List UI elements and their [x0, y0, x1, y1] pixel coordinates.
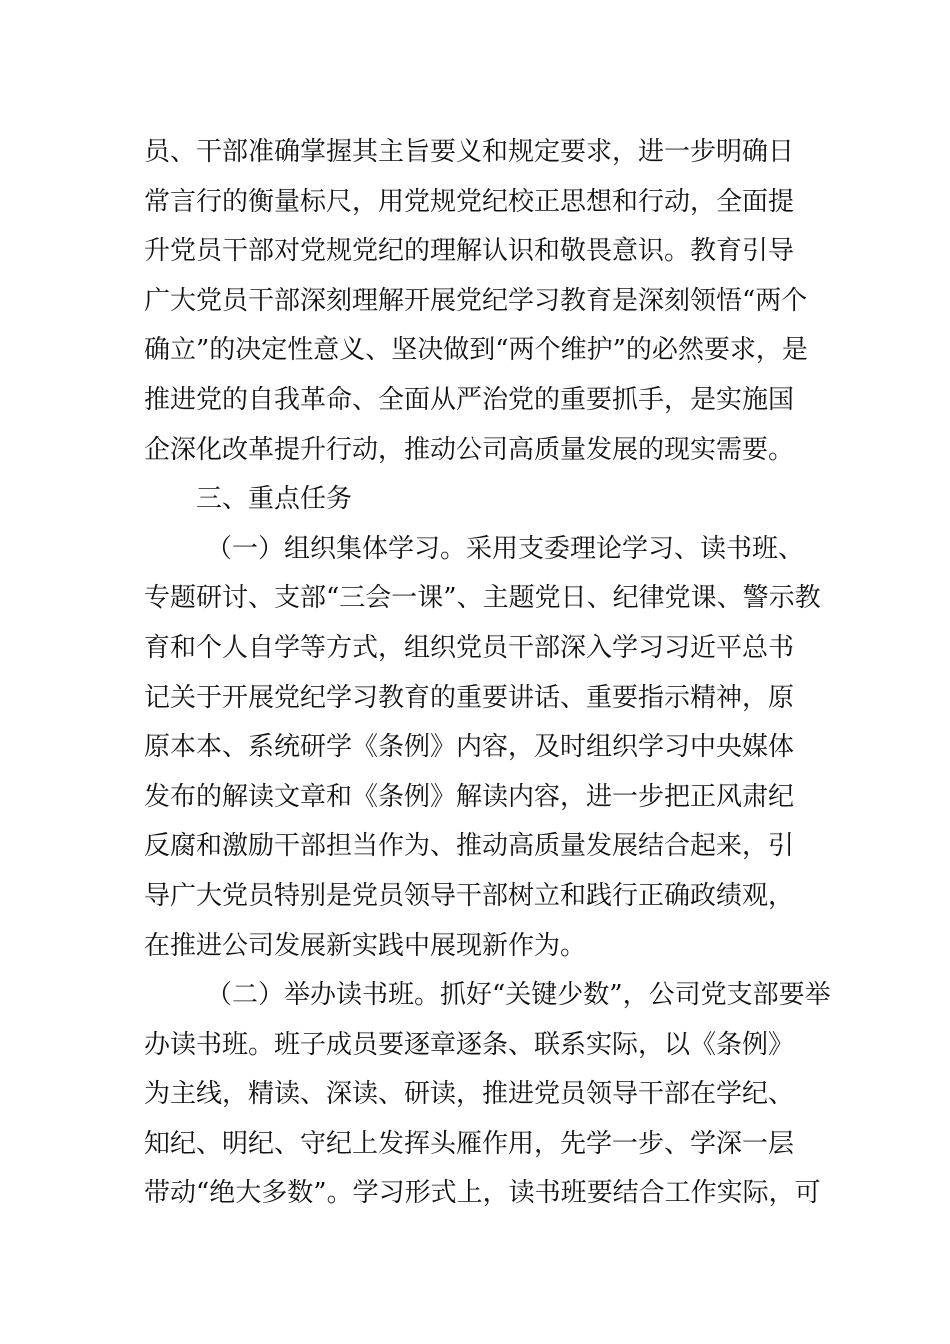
- section-heading: 三、重点任务: [196, 484, 353, 515]
- paragraph-line: 原本本、系统研学《条例》内容，及时组织学习中央媒体: [144, 732, 795, 763]
- paragraph-line: 办读书班。班子成员要逐章逐条、联系实际，以《条例》: [144, 1029, 795, 1060]
- paragraph-line: 导广大党员特别是党员领导干部树立和践行正确政绩观，: [144, 880, 795, 911]
- paragraph-line: 员、干部准确掌握其主旨要义和规定要求，进一步明确日: [144, 137, 795, 167]
- paragraph-line: 在推进公司发展新实践中展现新作为。: [144, 930, 587, 961]
- paragraph-first-line: （二）举办读书班。抓好“关键少数”，公司党支部要举: [206, 980, 831, 1011]
- document-body: [144, 128, 831, 1219]
- paragraph-line: 常言行的衡量标尺，用党规党纪校正思想和行动，全面提: [144, 186, 795, 217]
- paragraph-line: 记关于开展党纪学习教育的重要讲话、重要指示精神，原: [144, 682, 795, 713]
- paragraph-line: 确立”的决定性意义、坚决做到“两个维护”的必然要求，是: [144, 335, 808, 366]
- paragraph-first-line: （一）组织集体学习。采用支委理论学习、读书班、: [206, 533, 805, 564]
- paragraph-line: 反腐和激励干部担当作为、推动高质量发展结合起来，引: [144, 831, 795, 862]
- paragraph-line: 推进党的自我革命、全面从严治党的重要抓手，是实施国: [144, 384, 795, 415]
- paragraph-line: 育和个人自学等方式，组织党员干部深入学习习近平总书: [144, 632, 795, 663]
- paragraph-line: 带动“绝大多数”。学习形式上，读书班要结合工作实际，可: [144, 1178, 821, 1209]
- paragraph-line: 升党员干部对党规党纪的理解认识和敬畏意识。教育引导: [144, 236, 795, 267]
- paragraph-line: 为主线，精读、深读、研读，推进党员领导干部在学纪、: [144, 1079, 795, 1110]
- paragraph-line: 知纪、明纪、守纪上发挥头雁作用，先学一步、学深一层: [144, 1128, 795, 1159]
- paragraph-line: 专题研讨、支部“三会一课”、主题党日、纪律党课、警示教: [144, 583, 821, 614]
- paragraph-line: 企深化改革提升行动，推动公司高质量发展的现实需要。: [144, 434, 795, 465]
- paragraph-line: 广大党员干部深刻理解开展党纪学习教育是深刻领悟“两个: [144, 285, 808, 316]
- paragraph-line: 发布的解读文章和《条例》解读内容，进一步把正风肃纪: [144, 781, 795, 812]
